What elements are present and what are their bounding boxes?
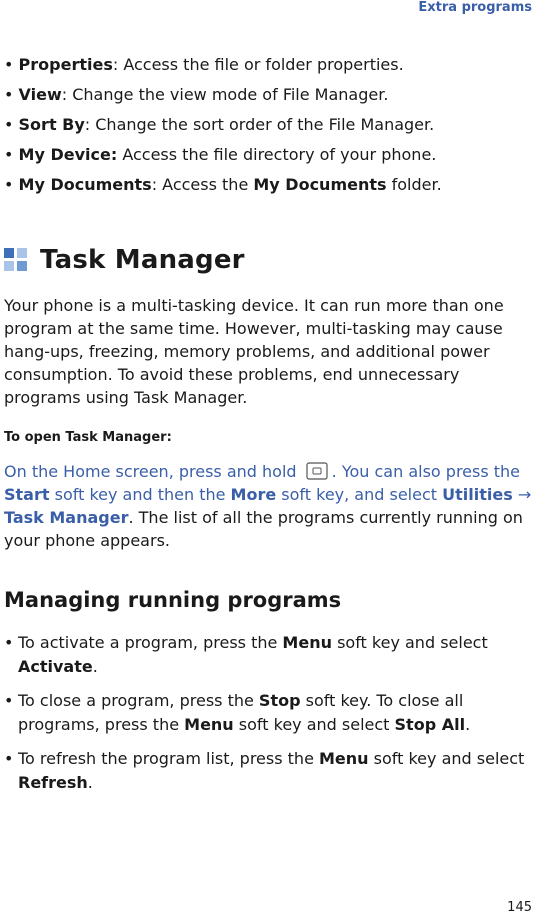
description: folder. <box>386 175 442 194</box>
utilities-label: Utilities <box>442 485 513 504</box>
key-label: Menu <box>282 633 332 652</box>
list-item: • To refresh the program list, press the Menu soft key and select Refresh. <box>4 749 525 792</box>
running-header: Extra programs <box>418 0 532 15</box>
key-label: Stop <box>258 691 301 710</box>
key-label: Menu <box>184 715 234 734</box>
instruction-text: . The list of all the programs currently running on your phone appears. <box>4 508 523 550</box>
task-manager-label: Task Manager <box>4 508 129 527</box>
list-item: • My Documents: Access the My Documents folder. <box>4 175 442 194</box>
item-text: soft key and select <box>368 749 525 768</box>
term: My Device: <box>18 145 118 164</box>
section-title: Task Manager <box>40 245 245 275</box>
managing-bullet-list <box>4 631 534 805</box>
item-text: . <box>87 773 93 792</box>
description: : Access the <box>151 175 254 194</box>
list-item: • To activate a program, press the Menu soft key and select Activate. <box>4 633 488 676</box>
intro-paragraph: Your phone is a multi-tasking device. It can run more than one program at the same time. However, multi-tasking may cause hang-ups, freezing, memory problems, and additional power consumption. To avoid these problems, end unnecessary programs using Task Manager. <box>4 296 504 407</box>
term: My Documents <box>253 175 387 194</box>
description: : Change the sort order of the File Manager. <box>84 115 435 134</box>
item-text: . <box>465 715 471 734</box>
option-label: Stop All <box>394 715 466 734</box>
procedure-steps <box>4 460 534 552</box>
list-item: • Properties: Access the file or folder properties. <box>4 55 404 74</box>
section-heading <box>4 243 245 277</box>
item-text: To refresh the program list, press the <box>18 749 319 768</box>
more-key-label: More <box>230 485 277 504</box>
item-text: soft key. To close all programs, press the <box>18 691 464 734</box>
subsection-heading: Managing running programs <box>4 588 342 612</box>
item-text: soft key and select <box>233 715 395 734</box>
description: : Change the view mode of File Manager. <box>61 85 389 104</box>
item-text: soft key and select <box>331 633 488 652</box>
option-label: Activate <box>18 657 93 676</box>
term: Properties <box>18 55 113 74</box>
instruction-text: soft key, and select <box>276 485 443 504</box>
item-text: . <box>92 657 98 676</box>
item-text: To close a program, press the <box>18 691 259 710</box>
instruction-text: soft key and then the <box>49 485 231 504</box>
procedure-heading: To open Task Manager: <box>4 430 172 445</box>
term: My Documents <box>18 175 152 194</box>
term: View <box>18 85 62 104</box>
instruction-text: . You can also press the <box>331 462 521 481</box>
option-label: Refresh <box>18 773 88 792</box>
squares-icon <box>4 248 28 272</box>
description: Access the file directory of your phone. <box>117 145 437 164</box>
page-number: 145 <box>507 900 532 915</box>
list-item: • My Device: Access the file directory of your phone. <box>4 145 437 164</box>
feature-bullet-list <box>4 55 534 205</box>
arrow-icon: → <box>512 485 532 504</box>
start-key-label: Start <box>4 485 50 504</box>
list-item: • Sort By: Change the sort order of the File Manager. <box>4 115 435 134</box>
key-label: Menu <box>319 749 369 768</box>
ok-key-icon <box>306 462 328 480</box>
term: Sort By <box>18 115 85 134</box>
instruction-text: On the Home screen, press and hold <box>4 462 302 481</box>
list-item: • To close a program, press the Stop soft key. To close all programs, press the Menu soft key and select Stop All. <box>4 691 471 734</box>
item-text: To activate a program, press the <box>18 633 283 652</box>
list-item: • View: Change the view mode of File Manager. <box>4 85 389 104</box>
description: : Access the file or folder properties. <box>112 55 404 74</box>
